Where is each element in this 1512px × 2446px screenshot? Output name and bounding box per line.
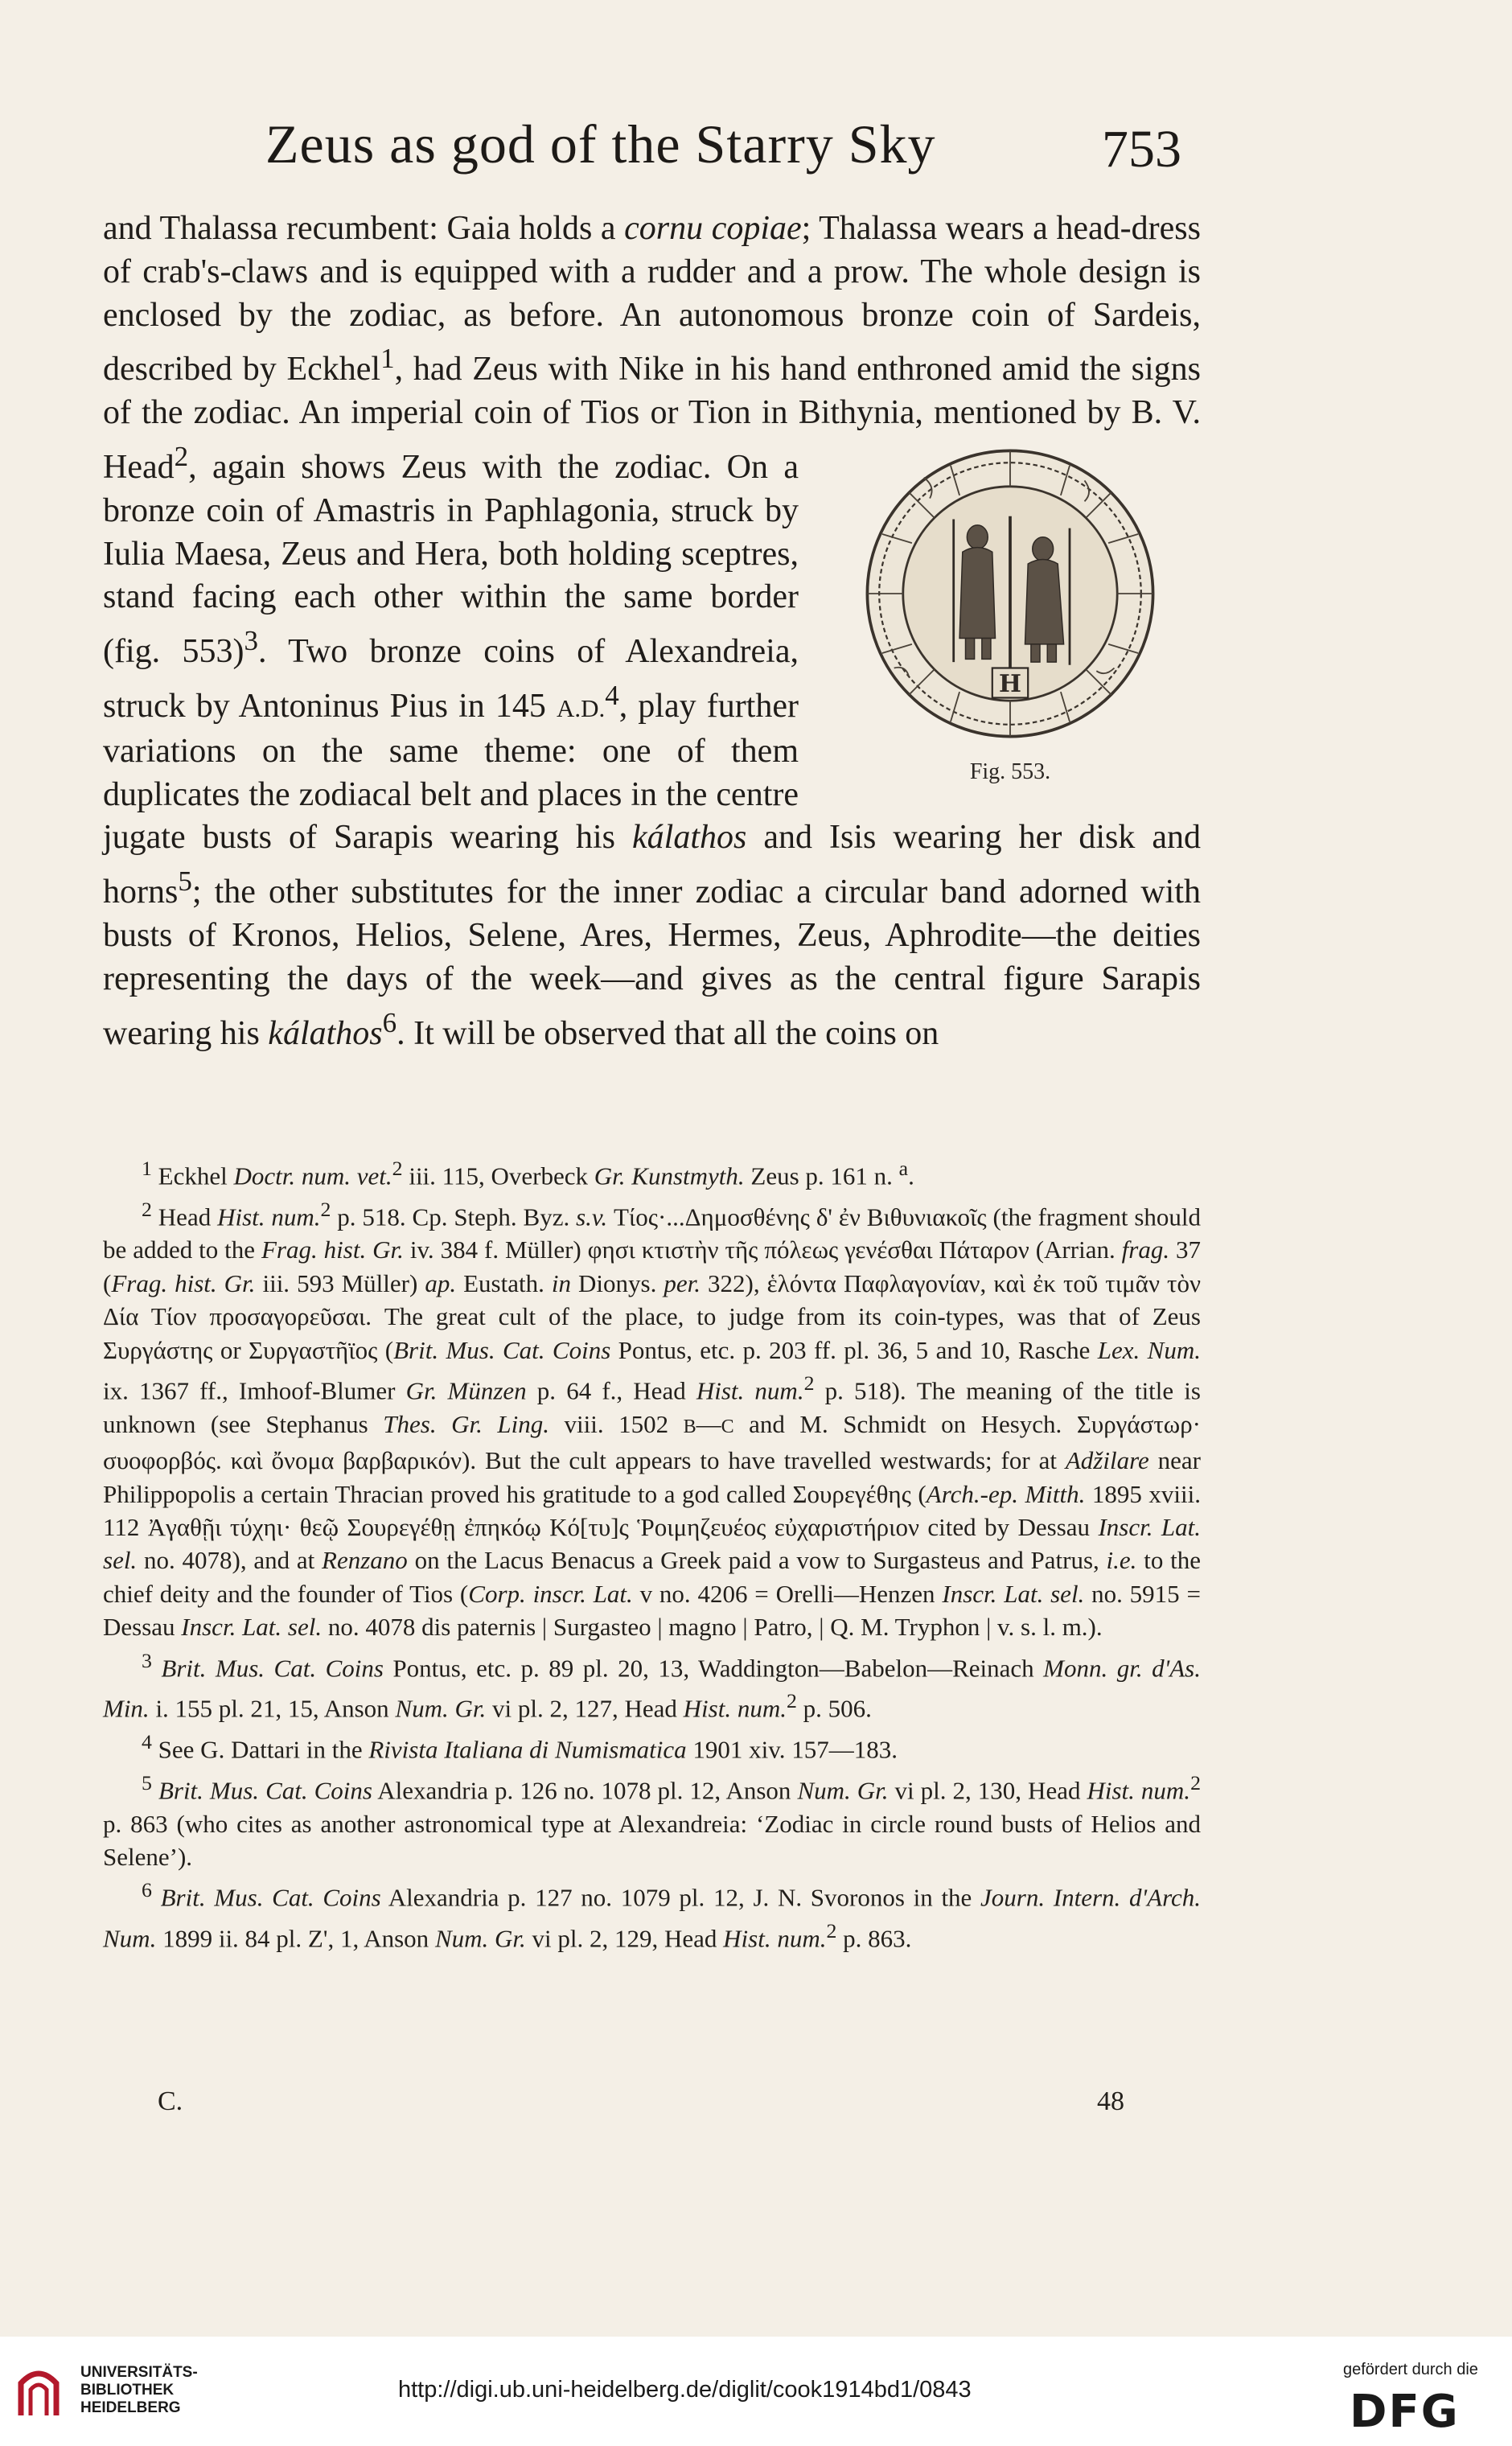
footnote-text-run: 1895 xviii. 112 Ἀγαθῇι τύχηι· θεῷ Σουρεγέθῃ ἐπηκόῳ Κό[τυ]ς Ῥοιμηζευέος εὐχαριστήριον cited by Dessau [103,1479,1202,1542]
footnote-italic-run: Inscr. Lat. sel. [942,1579,1085,1608]
footnote-small-caps-run: C [721,1416,734,1437]
footnote-italic-run: Num. Gr. [797,1776,889,1805]
footnote-text-run: v no. 4206 = Orelli—Henzen [632,1579,943,1608]
footnote-text-run: Alexandria p. 127 no. 1079 pl. 12, J. N. Svoronos in the [380,1883,981,1912]
dfg-logo-text: DFG [1350,2386,1460,2432]
footnote-italic-run: Brit. Mus. Cat. Coins [161,1654,384,1682]
footnote-text-run: p. 863 (who cites as another astronomical type at Alexandreia: ‘Zodiac in circle round busts of Helios and Selene’). [103,1809,1201,1872]
footnote-ref[interactable]: 6 [382,1006,397,1038]
footnote-italic-run: ap. [425,1268,457,1297]
digitization-footer [0,2337,1512,2446]
footnote-italic-run: Hist. num. [683,1694,787,1723]
figure-553 [813,445,1207,797]
footnote-marker: 3 [142,1648,152,1672]
footnote-text-run: viii. 1502 [549,1409,684,1438]
body-text-run: and Thalassa recumbent: Gaia holds a [103,210,625,247]
footnote-text-run: no. 4078), and at [137,1546,323,1575]
footnote-marker: 4 [142,1730,152,1754]
library-name-line: UNIVERSITÄTS- [80,2364,198,2381]
coin-illustration [861,445,1159,742]
library-name-line: HEIDELBERG [80,2399,181,2416]
footnote-text-run: iii. 593 Müller) [255,1268,425,1297]
footnote-3 [103,1644,1201,1725]
library-name [80,2364,198,2417]
footnote-text-run: — [696,1409,721,1438]
footnote-italic-run: Corp. inscr. Lat. [468,1579,633,1608]
footnote-text-run: no. 5915 = Dessau [103,1579,1201,1642]
footnote-italic-run: Inscr. Lat. sel. [181,1613,323,1642]
footnote-italic-run: frag. [1121,1235,1170,1264]
footnote-italic-run: Lex. Num. [1097,1335,1201,1364]
footnote-superscript: 2 [1190,1770,1201,1794]
footnote-superscript: 2 [826,1919,837,1943]
footnote-italic-run: Hist. num. [723,1924,827,1953]
footnote-italic-run: Frag. hist. Gr. [111,1268,256,1297]
footnote-6 [103,1873,1201,1955]
footnote-superscript: 2 [320,1197,331,1221]
body-text-run: ; the other substitutes for the inner zodiac a circular band adorned with busts of Kronos, Helios, Selene, Ares, Hermes, Zeus, Aphrodite—the deities representing the days of the week—and gives as the central figure Sarapis wearing his [103,874,1201,1052]
footnote-text-run: Τίος·...Δημοσθένης δ' ἐν Βιθυνιακοῖς (the fragment should be added to the [103,1202,1202,1264]
body-text-run: . Two bronze coins of Alexandreia, struck by Antoninus Pius in 145 [103,633,799,725]
footnote-italic-run: Thes. Gr. Ling. [383,1409,549,1438]
body-paragraph [103,208,1201,1055]
footnote-ref[interactable]: 1 [380,343,395,375]
body-italic-run: kálathos [632,819,747,857]
body-italic-run: cornu copiae [624,210,802,247]
footnote-text-run: See G. Dattari in the [158,1735,369,1764]
footnote-text-run: p. 863. [836,1924,912,1953]
footnote-superscript: 2 [786,1689,797,1713]
footnote-italic-run: Hist. num. [696,1376,804,1405]
footnote-italic-run: in [551,1268,572,1297]
footnote-italic-run: Brit. Mus. Cat. Coins [393,1335,611,1364]
footnote-superscript: 2 [803,1371,815,1396]
body-text-run: and Isis wearing her disk and horns [103,819,1201,911]
footnote-italic-run: per. [664,1268,701,1297]
body-text [103,208,1201,1055]
footnote-text-run: iv. 384 f. Müller) φησι κτιστὴν τῆς πόλεως γενέσθαι Πάταρον (Arrian. [403,1235,1122,1264]
footnote-ref[interactable]: 3 [244,625,259,657]
footnote-text-run: iii. 115, Overbeck [402,1161,594,1190]
footnote-italic-run: Renzano [322,1546,408,1575]
funding-label: gefördert durch die [1343,2361,1478,2378]
footnote-text-run: p. 64 f., Head [526,1376,696,1405]
footnote-italic-run: Num. Gr. [434,1924,526,1953]
footnote-text-run: Eckhel [158,1161,234,1190]
footnote-italic-run: Hist. num. [1087,1776,1191,1805]
footnote-text-run: Eustath. [456,1268,552,1297]
footnote-marker: 1 [142,1157,152,1180]
page-number: 753 [1102,120,1181,179]
body-text-run: , had Zeus with Nike in his hand enthroned amid the signs of the zodiac. An imperial coin of Tios or Tion in Bithynia, mentioned by B. V. Head [103,351,1201,486]
footnote-ref[interactable]: 5 [178,865,192,898]
footnote-superscript: 2 [392,1157,403,1180]
library-name-line: BIBLIOTHEK [80,2382,175,2399]
footnote-4 [103,1725,1201,1766]
footnote-italic-run: i.e. [1106,1546,1137,1575]
footnote-marker: 2 [142,1197,152,1221]
footnotes [103,1152,1201,1955]
footnote-text-run: p. 518). The meaning of the title is unknown (see Stephanus [103,1376,1201,1438]
footnote-text-run: 1901 xiv. 157—183. [686,1735,898,1764]
footnote-text-run: i. 155 pl. 21, 15, Anson [149,1694,396,1723]
footnote-text-run: vi pl. 2, 130, Head [888,1776,1087,1805]
footnote-text-run: on the Lacus Benacus a Greek paid a vow to Surgasteus and Patrus, [407,1546,1107,1575]
footnote-italic-run: Adžilare [1065,1446,1149,1475]
footnote-italic-run: Frag. hist. Gr. [261,1235,404,1264]
footnote-italic-run: Doctr. num. vet. [233,1161,392,1190]
body-text-run: ; Thalassa wears a head-dress of crab's-claws and is equipped with a rudder and a prow. The whole design is enclosed by the zodiac, as before. An autonomous bronze coin of Sardeis, described by Eckhel [103,210,1201,388]
footnote-text-run: Dionys. [571,1268,664,1297]
footnote-text-run: p. 518. Cp. Steph. Byz. [331,1202,577,1231]
footnote-italic-run: Rivista Italiana di Numismatica [368,1735,687,1764]
footnote-italic-run: Num. Gr. [395,1694,487,1723]
footnote-text-run: Pontus, etc. p. 89 pl. 20, 13, Waddington—Babelon—Reinach [383,1654,1044,1682]
footnote-small-caps-run: B [683,1416,696,1437]
footnote-text-run: 322), ἑλόντα Παφλαγονίαν, καὶ ἐκ τοῦ τιμᾶν τὸν Δία Τίον προσαγορεῦσαι. The great cult of the place, to judge from its coin-types, was that of Zeus Συργάστης or Συργαστῆϊος ( [103,1268,1201,1364]
running-title: Zeus as god of the Starry Sky [265,113,936,175]
university-library-logo-icon [14,2359,63,2423]
footnote-italic-run: Inscr. Lat. sel. [103,1513,1201,1575]
footnote-text-run: p. 506. [796,1694,872,1723]
footnote-text-run: 37 ( [103,1235,1202,1297]
footnote-text-run: . [908,1161,914,1190]
footnote-marker: 6 [142,1878,152,1902]
footnote-italic-run: Gr. Kunstmyth. [594,1161,745,1190]
body-italic-run: kálathos [268,1014,383,1052]
footnote-text-run: and M. Schmidt on Hesych. Συργάστωρ· συοφορβός. καὶ ὄνομα βαρβαρικόν). But the cult appears to have travelled westwards; for at [103,1409,1201,1475]
signature-mark: C. [158,2086,183,2116]
footnote-ref[interactable]: 4 [605,679,619,711]
footnote-text-run: Pontus, etc. p. 203 ff. pl. 36, 5 and 10, Rasche [610,1335,1098,1364]
footnote-italic-run: Monn. gr. d'As. Min. [103,1654,1201,1723]
body-text-run: . It will be observed that all the coins on [396,1014,939,1052]
footnote-text-run: Zeus p. 161 n. [744,1161,899,1190]
footnote-text-run: near Philippopolis a certain Thracian proved his gratitude to a god called Σουρεγέθης ( [103,1446,1201,1508]
footnote-text-run: ix. 1367 ff., Imhoof-Blumer [103,1376,406,1405]
footnote-italic-run: s.v. [576,1202,608,1231]
footnote-marker: 5 [142,1770,152,1794]
footnote-2 [103,1193,1201,1644]
footnote-1 [103,1152,1201,1193]
dfg-logo-icon [1350,2386,1494,2432]
footnote-superscript: a [898,1157,909,1180]
footnote-text-run: to the chief deity and the founder of Tios ( [103,1546,1201,1608]
body-small-caps-run: A.D. [556,693,606,722]
footnote-italic-run: Brit. Mus. Cat. Coins [160,1883,381,1912]
footnote-5 [103,1766,1201,1874]
source-url-link[interactable]: http://digi.ub.uni-heidelberg.de/diglit/cook1914bd1/0843 [398,2377,972,2403]
footnote-italic-run: Hist. num. [217,1202,321,1231]
footnote-text-run: no. 4078 dis paternis | Surgasteo | magno | Patro, | Q. M. Tryphon | v. s. l. m.). [322,1613,1103,1642]
sheet-number: 48 [1097,2086,1124,2116]
footnote-text-run: vi pl. 2, 129, Head [525,1924,724,1953]
footnote-ref[interactable]: 2 [174,440,189,472]
footnote-italic-run: Gr. Münzen [405,1376,527,1405]
running-head [0,113,1512,193]
footnote-text-run: Head [158,1202,218,1231]
footnote-text-run: 1899 ii. 84 pl. Z', 1, Anson [156,1924,435,1953]
coin-letter: H [999,669,1021,698]
figure-caption: Fig. 553. [969,758,1051,784]
footnote-italic-run: Brit. Mus. Cat. Coins [158,1776,372,1805]
footnote-text-run: vi pl. 2, 127, Head [486,1694,684,1723]
footnote-italic-run: Arch.-ep. Mitth. [926,1479,1086,1508]
footnote-text-run: Alexandria p. 126 no. 1078 pl. 12, Anson [372,1776,798,1805]
body-text-run: , play further variations on the same theme: one of them duplicates the zodiacal belt and places in the centre jugate busts of Sarapis wearing his [103,687,799,857]
footnote-italic-run: Journ. Intern. d'Arch. Num. [103,1883,1201,1953]
body-text-run: , again shows Zeus with the zodiac. On a bronze coin of Amastris in Paphlagonia, struck by Iulia Maesa, Zeus and Hera, both holding sceptres, stand facing each other within the same border (fig. 553) [103,448,799,671]
